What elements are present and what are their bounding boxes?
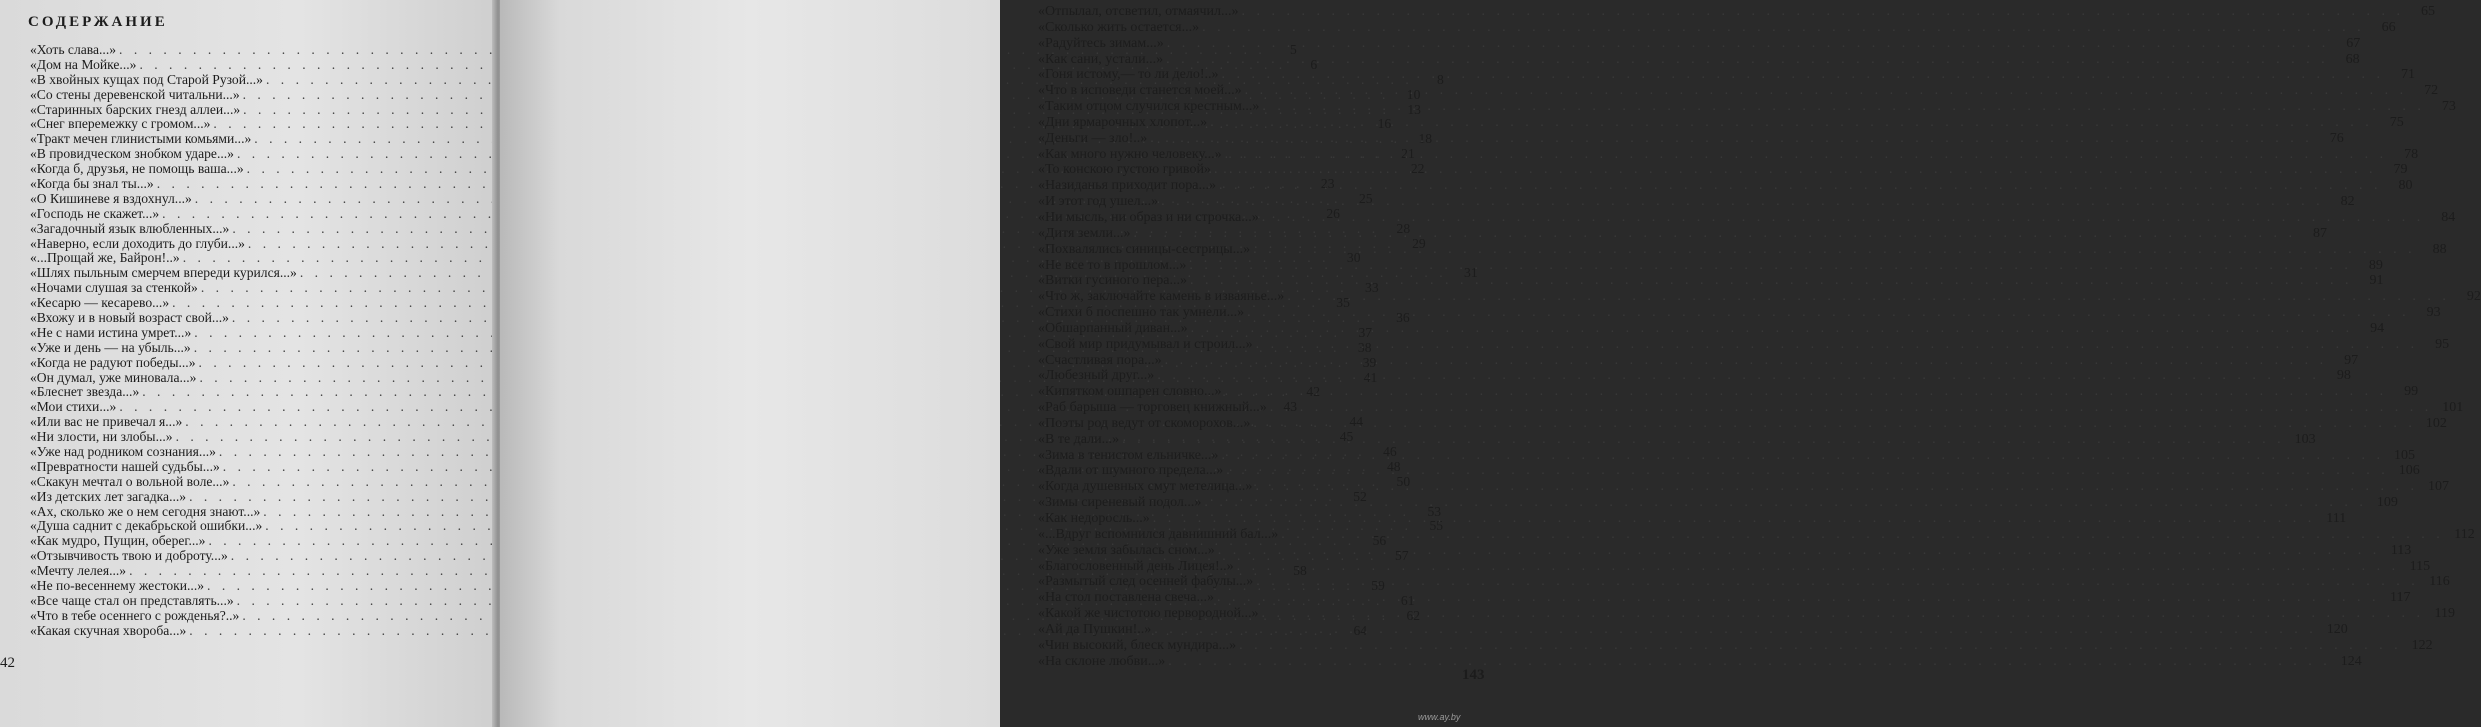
toc-entry-page: 103 [2294,431,2316,447]
toc-entry [1038,114,2404,131]
toc-entry-page: 13 [1407,101,1421,117]
toc-entry-page: 26 [1326,205,1340,221]
toc-entry-page: 39 [1362,354,1377,370]
toc-entry-page: 78 [2404,146,2419,162]
toc-entry-title: «Душа саднит с декабрьской ошибки...» [30,518,263,534]
toc-entry-title: «Не по-весеннему жестоки...» [30,578,205,594]
toc-entry [1038,400,2464,416]
toc-entry-page: 57 [1394,548,1409,564]
dot-leader [1262,99,2425,115]
toc-entry-page: 52 [1353,488,1367,504]
toc-entry [1038,83,2439,99]
toc-entry [1038,320,2385,337]
toc-entry-page: 59 [1371,578,1385,594]
toc-entry-title: «Скакун мечтал о вольной воле...» [30,473,230,489]
toc-entry-page: 64 [1353,622,1368,638]
dot-leader [1225,384,2388,400]
toc-entry [1038,51,2360,68]
toc-entry-title: «На стол поставлена свеча...» [1038,590,1215,606]
dot-leader [1154,622,2317,638]
toc-entry-title: «...Вдруг вспомнился давнишний бал...» [1038,526,1279,542]
toc-entry-title: «Снег вперемежку с громом...» [30,116,211,132]
toc-entry-title: «Какая скучная хвороба...» [30,622,187,638]
toc-entry-title: «Господь не скажет...» [30,205,160,221]
toc-entry-title: «Обшарпанный диван...» [1038,320,1188,336]
dot-leader [1202,20,2365,36]
dot-leader [1219,178,2382,194]
toc-entry [1038,574,2450,590]
toc-entry-page: 101 [2442,400,2464,416]
toc-entry-page: 72 [2424,83,2439,99]
toc-entry-page: 97 [2344,352,2359,368]
toc-entry [1038,289,2481,305]
toc-entry-title: «Зимы сиреневый подол...» [1038,495,1202,511]
toc-entry-title: «Мои стихи...» [30,399,117,415]
page-title: СОДЕРЖАНИЕ [28,14,168,30]
toc-entry-page: 73 [2441,99,2456,115]
toc-entry [1038,415,2447,432]
toc-entry-title: «В те дали...» [1038,431,1120,447]
toc-entry-title: «Что ж, заключайте камень в изваянье...» [1038,289,1285,305]
toc-entry-title: «Уже над родником сознания...» [30,444,216,460]
toc-entry [1038,190,2355,210]
toc-entry-title: «Отпылал, отсветил, отмаячил...» [1038,4,1239,19]
toc-entry-page: 99 [2404,384,2419,400]
dot-leader [1204,495,2367,511]
toc-entry-title: «Сколько жить остается...» [1038,19,1200,35]
toc-entry-page: 75 [2389,114,2404,130]
toc-entry-page: 65 [2420,4,2435,19]
toc-entry [1038,653,2362,670]
toc-entry-page: 29 [1412,235,1426,251]
toc-entry-title: «Наверно, если доходить до глуби...» [30,235,245,251]
dot-leader [1281,527,2444,543]
toc-entry [1038,178,2413,194]
toc-entry-title: «Когда не радуют победы...» [30,354,196,370]
dot-leader [1218,543,2381,559]
toc-entry-title: «Дитя земли...» [1038,225,1131,241]
dot-leader [1168,654,2331,670]
toc-entry [1038,637,2433,654]
toc-entry-page: 88 [2432,241,2447,257]
dot-leader [1217,590,2380,606]
toc-entry-title: «Вдали от шумного предела...» [1038,463,1224,479]
toc-entry-page: 119 [2434,606,2455,622]
toc-entry-page: 76 [2329,130,2344,146]
dot-leader [1161,190,2324,210]
toc-entry-page: 71 [2401,67,2416,83]
toc-entry [1038,241,2447,258]
dot-leader [1247,305,2410,321]
toc-entry-title: «Стихи б поспешно так умнели...» [1038,305,1245,321]
toc-entry-page: 48 [1386,458,1401,474]
toc-entry-title: «Любезный друг...» [1038,368,1155,384]
dot-leader [1134,226,2297,242]
toc-entry-page: 91 [2369,273,2384,289]
toc-entry-title: «Или вас не привечал я...» [30,414,183,430]
toc-entry-title: «Как мудро, Пущин, оберег...» [30,533,206,549]
toc-entry-page: 36 [1396,310,1410,326]
dot-leader [1214,162,2377,178]
toc-entry-title: «...Прощай же, Байрон!..» [30,250,180,266]
toc-entry-page: 89 [2368,257,2383,273]
toc-entry-page: 37 [1358,324,1373,340]
toc-entry-page: 93 [2426,305,2441,321]
toc-entry-title: «Отзывчивость твою и доброту...» [30,548,228,564]
dot-leader [1241,4,2404,20]
watermark: www.ay.by [1418,712,1461,722]
toc-entry [1038,4,2435,20]
toc-entry-title: «Старинных барских гнезд аллеи...» [30,101,241,117]
toc-entry-title: «Дни ярмарочных хлопот...» [1038,114,1208,130]
toc-entry-title: «Как много нужно человеку...» [1038,146,1222,162]
toc-entry-page: 53 [1427,503,1442,519]
toc-entry-page: 41 [1363,369,1378,385]
toc-entry-title: «Размытый след осенней фабулы...» [1038,574,1254,590]
toc-entry-page: 92 [2466,289,2481,305]
toc-entry-page: 106 [2398,463,2420,479]
dot-leader [1245,83,2408,99]
toc-entry-page: 30 [1346,250,1361,266]
toc-entry-title: «Что в тебе осеннего с рожденья?..» [30,607,240,623]
dot-leader [1122,429,2285,448]
toc-entry-page: 23 [1320,176,1335,191]
dot-leader [1166,52,2329,68]
toc-entry-title: «Раб барыша — торговец книжный...» [1038,400,1267,416]
dot-leader [1191,321,2354,337]
toc-entry-title: «Превратности нашей судьбы...» [30,458,220,474]
toc-entry-title: «Когда душевных смут метелица...» [1038,479,1253,495]
toc-entry [1038,368,2351,384]
toc-entry [1038,447,2415,464]
toc-entry [1038,99,2456,115]
toc-entry-title: «Ай да Пушкин!..» [1038,621,1152,637]
toc-entry-title: «Ни злости, ни злобы...» [30,429,173,445]
toc-entry-page: 79 [2393,162,2408,178]
toc-entry-page: 42 [1306,384,1321,400]
toc-entry-title: «Ни мысль, ни образ и ни строчка...» [1038,209,1259,225]
toc-entry-title: «Свой мир придумывал и строил...» [1038,336,1253,352]
toc-entry [1038,558,2431,575]
dot-leader [1167,36,2330,52]
toc-entry-title: «Радуйтесь зимам...» [1038,35,1164,51]
toc-entry-title: «Все чаще стал он представлять...» [30,592,234,608]
toc-entry-page: 62 [1406,607,1421,623]
toc-entry-page: 45 [1339,429,1354,445]
toc-entry-page: 98 [2336,368,2351,384]
toc-entry [1038,336,2450,353]
toc-entry-page: 56 [1372,533,1387,549]
toc-entry-page: 55 [1429,518,1444,534]
toc-entry-title: «Ночами слушая за стенкой» [30,280,198,296]
toc-entry-page: 44 [1349,414,1364,430]
toc-entry-title: «И этот год ушел...» [1038,194,1159,210]
toc-entry-page: 84 [2441,209,2456,225]
toc-entry-title: «Блеснет звезда...» [30,384,140,400]
toc-entry-page: 50 [1396,473,1411,489]
toc-entry-page: 21 [1401,146,1415,162]
toc-entry-page: 115 [2409,558,2431,574]
dot-leader [1261,606,2424,622]
toc-entry-title: «Хоть слава...» [30,41,117,57]
toc-entry [1038,19,2396,36]
toc-entry-page: 80 [2398,178,2413,194]
dot-leader [1237,559,2400,575]
toc-entry-title: «Похвалялись синицы-сестрицы...» [1038,241,1251,257]
toc-entry [1038,146,2419,163]
toc-entry [1038,225,2327,242]
toc-entry [1038,621,2348,638]
toc-entry-page: 33 [1365,280,1379,296]
toc-entry-page: 18 [1418,131,1433,147]
toc-entry-title: «Счастливая пора...» [1038,352,1162,368]
toc-entry [1038,384,2419,400]
toc-entry-title: «Деньги — зло!..» [1038,130,1148,146]
dot-leader [1165,353,2328,369]
toc-entry-page: 82 [2340,194,2355,210]
toc-entry-page: 102 [2425,415,2447,431]
dot-leader [1253,416,2416,432]
toc-entry-page: 6 [1310,56,1318,72]
dot-leader [1221,448,2384,464]
toc-entry-title: «Шлях пыльным смерчем впереди курился...» [30,265,297,281]
toc-entry [1038,162,2408,178]
toc-entry-page: 10 [1406,86,1421,102]
toc-entry-title: «Что в исповеди станется моей...» [1038,83,1242,99]
toc-entry [1038,479,2449,495]
toc-entry-title: «В хвойных кущах под Старой Рузой...» [30,71,263,87]
toc-entry-page: 122 [2411,637,2433,653]
toc-entry-title: «Вхожу и в новый возраст свой...» [30,310,229,326]
toc-entry-title: «Назиданья приходит пора...» [1038,178,1216,194]
toc-entry-title: «Мечту лелея...» [30,563,127,579]
toc-entry-page: 87 [2313,225,2327,241]
toc-entry-page: 31 [1464,265,1478,281]
toc-entry [1038,35,2361,52]
toc-entry [1038,352,2359,369]
toc-entry-page: 16 [1377,116,1392,132]
toc-entry [1038,305,2441,321]
toc-entry-title: «Как сани, устали...» [1038,51,1164,67]
toc-entry [1038,67,2416,83]
toc-entry-page: 124 [2340,653,2362,669]
toc-entry [1038,495,2398,511]
toc-entry [1038,511,2347,527]
toc-entry-title: «Уже земля забылась сном...» [1038,542,1215,558]
toc-entry-title: «Уже и день — на убыль...» [30,339,191,355]
toc-entry-title: «Из детских лет загадка...» [30,488,187,504]
toc-entry-page: 46 [1383,444,1397,460]
toc-entry [1038,590,2411,606]
dot-leader [1190,273,2353,289]
toc-entry-title: «Поэты род ведут от скоморохов...» [1038,415,1251,431]
toc-entry-page: 67 [2346,35,2361,51]
toc-entry-title: «Когда бы знал ты...» [30,176,154,191]
toc-entry-page: 28 [1396,220,1411,236]
dot-leader [1189,258,2352,274]
dot-leader [1270,400,2433,416]
toc-entry-page: 25 [1358,190,1373,206]
toc-entry-page: 94 [2370,320,2385,336]
toc-entry-title: «Гоня истому,— то ли дело!..» [1038,67,1219,83]
dot-leader [1253,242,2416,258]
dot-leader [1256,574,2419,590]
toc-entry-title: «Не все то в прошлом...» [1038,257,1187,273]
dot-leader [1157,368,2320,384]
dot-leader [1210,115,2373,131]
dot-leader [1226,463,2389,479]
toc-entry [1038,429,2316,448]
toc-entry-page: 5 [1290,41,1297,57]
toc-entry-page: 112 [2454,526,2475,542]
toc-entry-page: 120 [2326,621,2348,637]
toc-entry-title: «Какой же чистотою первородной...» [1038,606,1259,622]
toc-entry [1038,463,2420,479]
toc-entry-title: «Тракт мечен глинистыми комьями...» [30,131,252,147]
toc-entry-page: 116 [2429,574,2450,590]
toc-entry-title: «Дом на Мойке...» [30,56,137,72]
toc-entry-page: 95 [2435,336,2450,352]
toc-entry-title: «Когда б, друзья, не помощь ваша...» [30,161,244,177]
toc-entry-page: 35 [1336,295,1350,311]
toc-entry-title: «То конскою густою гривой» [1038,162,1211,178]
toc-entry-title: «Как недоросль...» [1038,511,1150,526]
dot-leader [1150,131,2313,147]
toc-entry-title: «Кесарю — кесарево...» [30,295,170,311]
toc-entry-title: «Ах, сколько же о нем сегодня знают...» [30,503,261,519]
toc-entry [1038,130,2344,147]
toc-entry-title: «Он думал, уже миновала...» [30,369,197,385]
toc-entry-page: 61 [1400,592,1415,608]
toc-entry [1038,209,2456,226]
page-number: 42 [0,655,15,671]
toc-entry-title: «Таким отцом случился крестным...» [1038,99,1260,115]
toc-entry-page: 38 [1357,339,1372,355]
page-number: 143 [1462,667,1485,683]
toc-entry-title: «Витки гусиного пера...» [1038,273,1187,289]
toc-entry-title: «О Кишиневе я вздохнул...» [30,190,192,206]
dot-leader [1262,210,2425,226]
dot-leader [1222,67,2385,83]
dot-leader [1239,638,2402,654]
toc-entry-page: 8 [1436,71,1444,87]
dot-leader [1225,147,2388,163]
toc-entry-page: 113 [2390,542,2412,558]
toc-entry [1038,606,2455,622]
toc-entry-title: «На склоне любви...» [1038,653,1166,669]
toc-entry-title: «Зима в тенистом ельничке...» [1038,447,1219,463]
toc-entry-page: 22 [1410,161,1425,177]
toc-entry-title: «Кипятком ошпарен словно...» [1038,384,1222,400]
toc-entry-page: 105 [2393,447,2415,463]
toc-entry-title: «Благословенный день Лицея!..» [1038,558,1234,574]
toc-entry-title: «Со стены деревенской читальни...» [30,86,240,102]
toc-entry-page: 117 [2390,590,2411,606]
toc-entry-title: «В провидческом знобком ударе...» [30,146,234,162]
toc-entry-page: 43 [1283,399,1298,415]
toc-entry [1038,542,2412,559]
dot-leader [1287,289,2450,305]
toc-entry-page: 58 [1293,563,1307,579]
toc-entry-title: «Чин высокий, блеск мундира...» [1038,637,1237,653]
dot-leader [1256,337,2419,353]
toc-entry-page: 68 [2345,51,2360,67]
toc-entry-title: «Загадочный язык влюбленных...» [30,220,230,236]
toc-entry-title: «Не с нами истина умрет...» [30,324,192,340]
dot-leader [1255,479,2418,495]
toc-entry-page: 111 [2326,511,2347,526]
toc-entry-page: 66 [2381,19,2396,35]
toc-entry-page: 107 [2427,479,2449,495]
toc-entry-page: 109 [2376,495,2398,511]
dot-leader [1153,511,2316,527]
